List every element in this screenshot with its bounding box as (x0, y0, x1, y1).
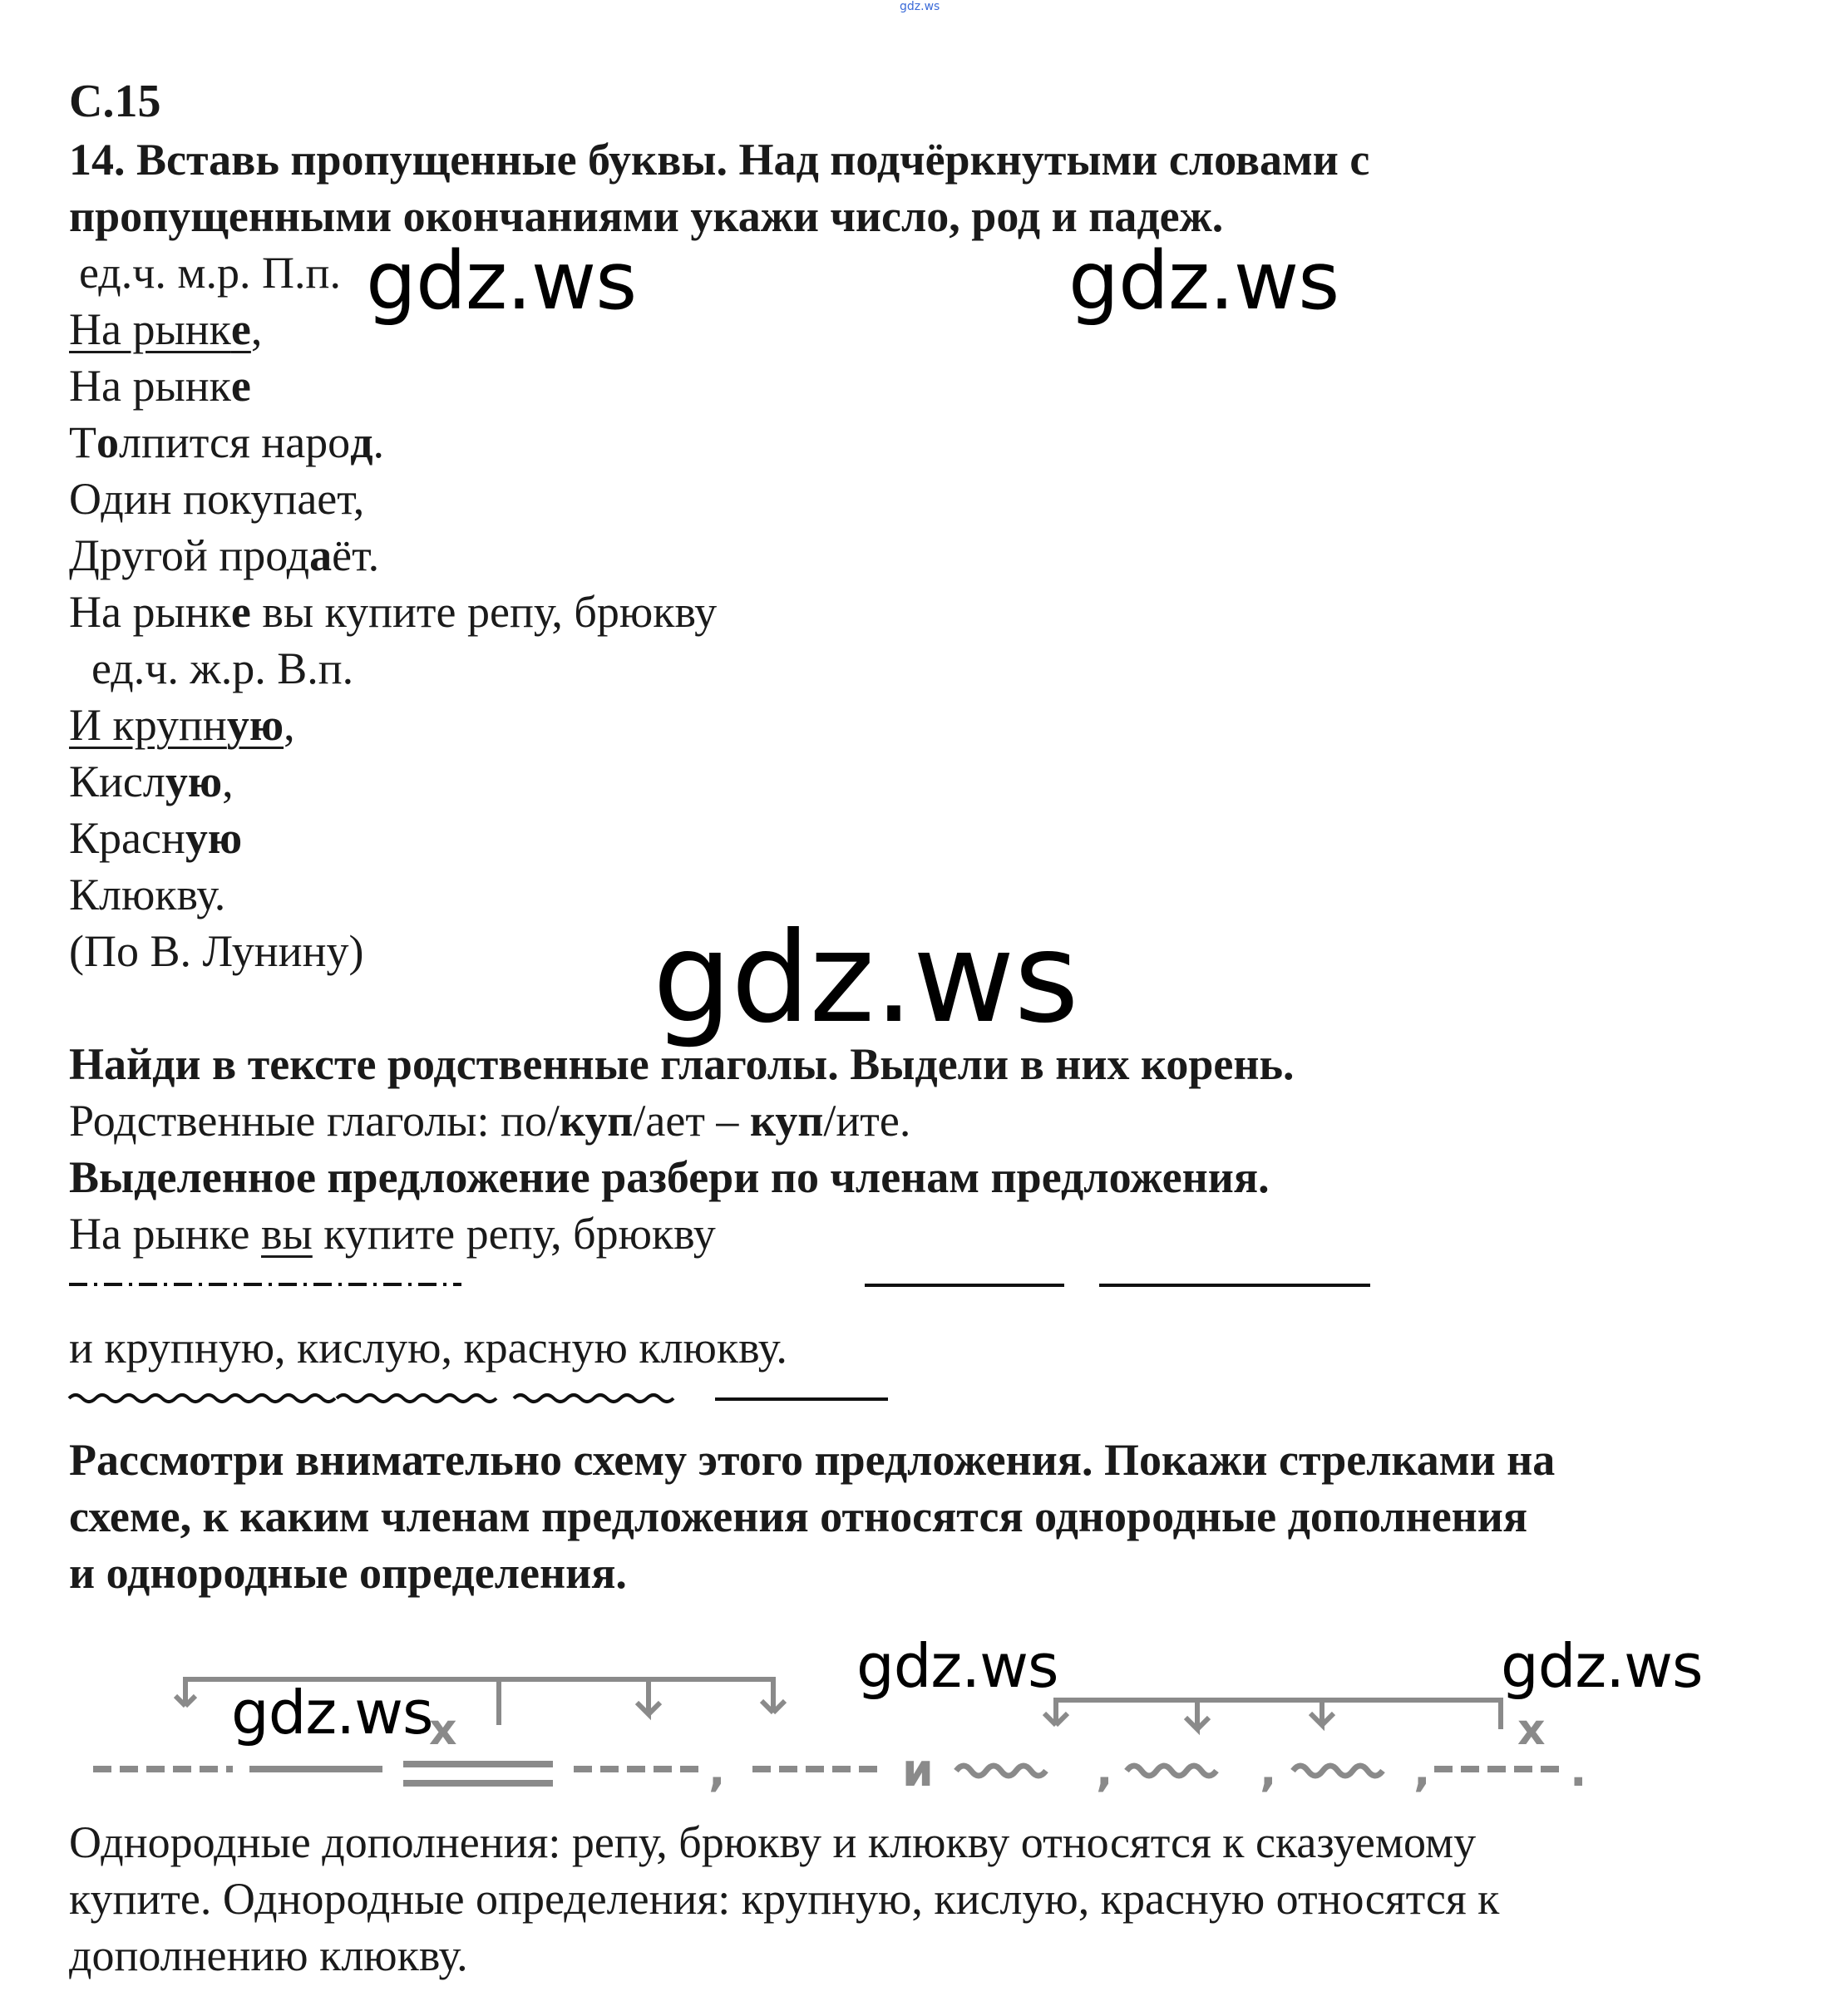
page-number: С.15 (69, 76, 161, 127)
scheme-comma-2: , (1096, 1744, 1113, 1797)
scheme-comma-1: , (708, 1744, 726, 1797)
scheme-comma-3: , (1260, 1744, 1277, 1797)
poem-line-5: Другой продаёт. (69, 530, 380, 580)
scheme-x-1: x (429, 1705, 457, 1755)
sentence-part-1: На рынке вы купите репу, брюкву (69, 1209, 716, 1259)
question-4-line-2: схеме, к каким членам предложения относятся однородные дополнения (69, 1491, 1528, 1541)
poem-line-8: Кислую, (69, 757, 234, 806)
task-line-1: 14. Вставь пропущенные буквы. Над подчёркнутыми словами с (69, 135, 1370, 185)
poem-line-4: Один покупает, (69, 474, 365, 524)
poem-line-10: Клюкву. (69, 870, 226, 919)
poem-line-9: Красную (69, 813, 243, 863)
answer-line-1: Однородные дополнения: репу, брюкву и клюкву относятся к сказуемому (69, 1817, 1477, 1867)
poem-line-3: Толпится народ. (69, 417, 385, 467)
poem-line-1: На рынке, (69, 304, 263, 354)
poem-line-7: И крупную, (69, 700, 295, 750)
question-4-line-3: и однородные определения. (69, 1548, 627, 1598)
poem-line-2: На рынке (69, 361, 251, 411)
question-4-line-1: Рассмотри внимательно схему этого предложения. Покажи стрелками на (69, 1435, 1556, 1485)
task-line-2: пропущенными окончаниями укажи число, род и падеж. (69, 191, 1224, 241)
watermark-1: gdz.ws (366, 234, 637, 328)
wavy-2 (1127, 1766, 1216, 1776)
scheme-x-2: x (1517, 1705, 1546, 1755)
watermark-4: gdz.ws (231, 1678, 433, 1747)
annotation-2: ед.ч. ж.р. В.п. (91, 643, 354, 693)
annotation-1: ед.ч. м.р. П.п. (79, 248, 341, 298)
scheme-period: . (1570, 1744, 1587, 1797)
watermark-6: gdz.ws (1501, 1631, 1703, 1701)
question-2: Найди в тексте родственные глаголы. Выдели в них корень. (69, 1039, 1295, 1089)
answer-2: Родственные глаголы: по/куп/ает – куп/ите. (69, 1096, 911, 1146)
watermark-5: gdz.ws (856, 1631, 1058, 1701)
sentence-part-2: и крупную, кислую, красную клюкву. (69, 1323, 787, 1373)
arrow-5 (1186, 1700, 1209, 1729)
arrow-2 (637, 1679, 660, 1714)
scheme-and: и (902, 1744, 934, 1797)
wavy-1 (956, 1766, 1046, 1776)
arrow-6 (1310, 1700, 1334, 1725)
top-link[interactable]: gdz.ws (900, 0, 940, 13)
answer-line-2: купите. Однородные определения: крупную, кислую, красную относятся к (69, 1874, 1500, 1924)
wavy-3 (1293, 1766, 1383, 1776)
poem-author: (По В. Лунину) (69, 926, 364, 976)
question-3: Выделенное предложение разбери по членам предложения. (69, 1152, 1270, 1202)
bracket-right (1056, 1700, 1501, 1729)
watermark-3: gdz.ws (653, 906, 1078, 1051)
scheme-comma-4: , (1413, 1744, 1431, 1797)
watermark-2: gdz.ws (1068, 234, 1339, 328)
poem-line-6: На рынке вы купите репу, брюкву (69, 587, 718, 637)
answer-line-3: дополнению клюкву. (69, 1930, 468, 1980)
